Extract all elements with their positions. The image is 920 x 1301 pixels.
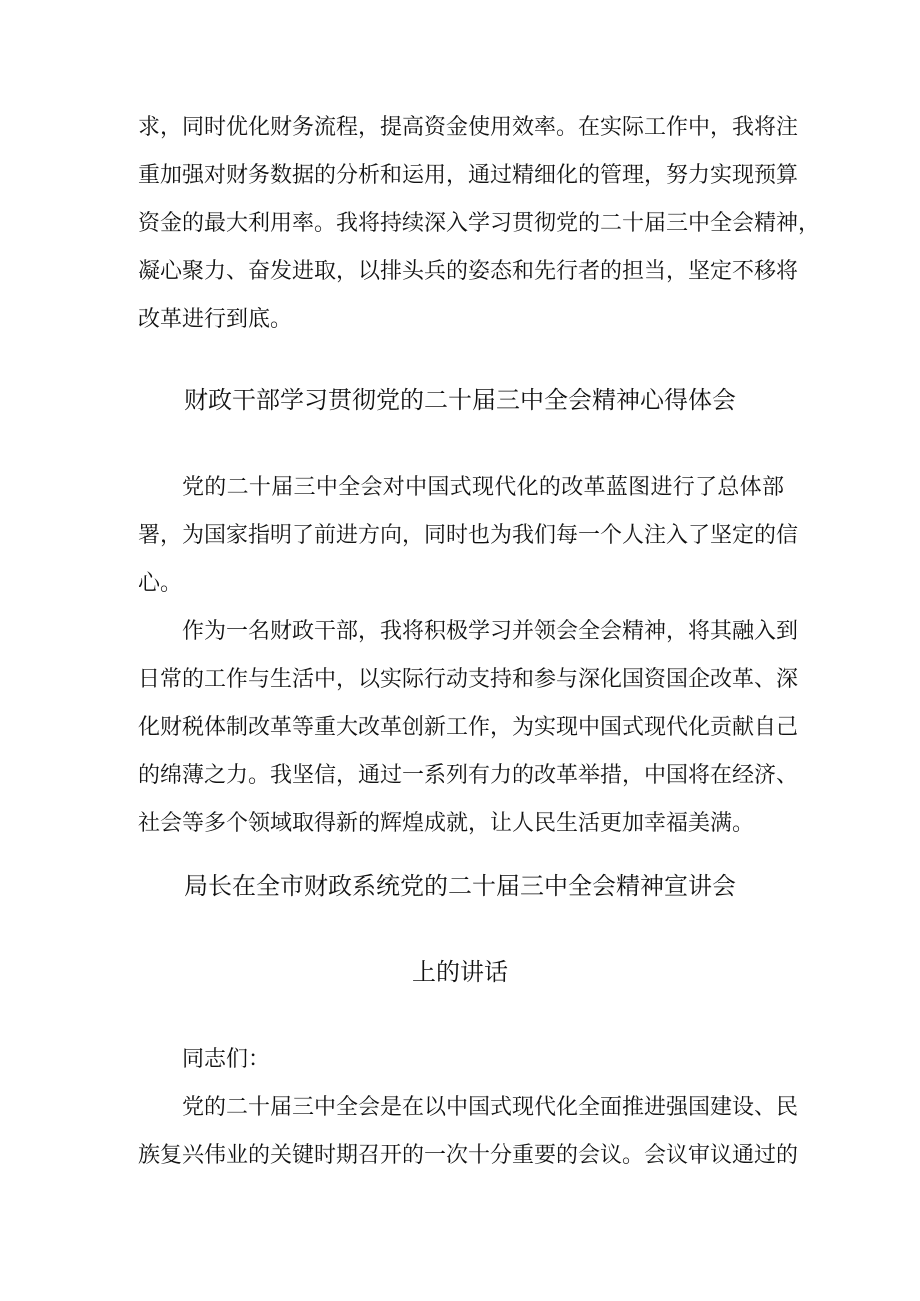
text-line: 改革进行到底。 [138, 307, 293, 332]
text-line: 党的二十届三中全会对中国式现代化的改革蓝图进行了总体部 [182, 475, 784, 500]
text-line: 社会等多个领域取得新的辉煌成就，让人民生活更加幸福美满。 [138, 811, 755, 836]
text-line: 党的二十届三中全会是在以中国式现代化全面推进强国建设、民 [182, 1095, 799, 1120]
text-line: 的绵薄之力。我坚信，通过一系列有力的改革举措，中国将在经济、 [138, 763, 799, 788]
text-line: 凝心聚力、奋发进取，以排头兵的姿态和先行者的担当，坚定不移将 [138, 259, 799, 284]
salutation: 同志们： [182, 1047, 271, 1072]
section-title: 财政干部学习贯彻党的二十届三中全会精神心得体会 [184, 386, 736, 414]
text-line: 化财税体制改革等重大改革创新工作，为实现中国式现代化贡献自己 [138, 715, 799, 740]
text-line: 族复兴伟业的关键时期召开的一次十分重要的会议。会议审议通过的 [138, 1143, 799, 1168]
text-line: 日常的工作与生活中，以实际行动支持和参与深化国资国企改革、深 [138, 667, 799, 692]
section-title-line2: 上的讲话 [412, 958, 508, 986]
text-line: 重加强对财务数据的分析和运用，通过精细化的管理，努力实现预算 [138, 163, 799, 188]
text-line: 署，为国家指明了前进方向，同时也为我们每一个人注入了坚定的信 [138, 523, 799, 548]
section-title-line1: 局长在全市财政系统党的二十届三中全会精神宣讲会 [184, 872, 736, 900]
text-line: 资金的最大利用率。我将持续深入学习贯彻党的二十届三中全会精神， [138, 211, 821, 236]
text-line: 心。 [138, 571, 183, 596]
text-line: 求，同时优化财务流程，提高资金使用效率。在实际工作中，我将注 [138, 115, 799, 140]
text-line: 作为一名财政干部，我将积极学习并领会全会精神，将其融入到 [182, 619, 799, 644]
